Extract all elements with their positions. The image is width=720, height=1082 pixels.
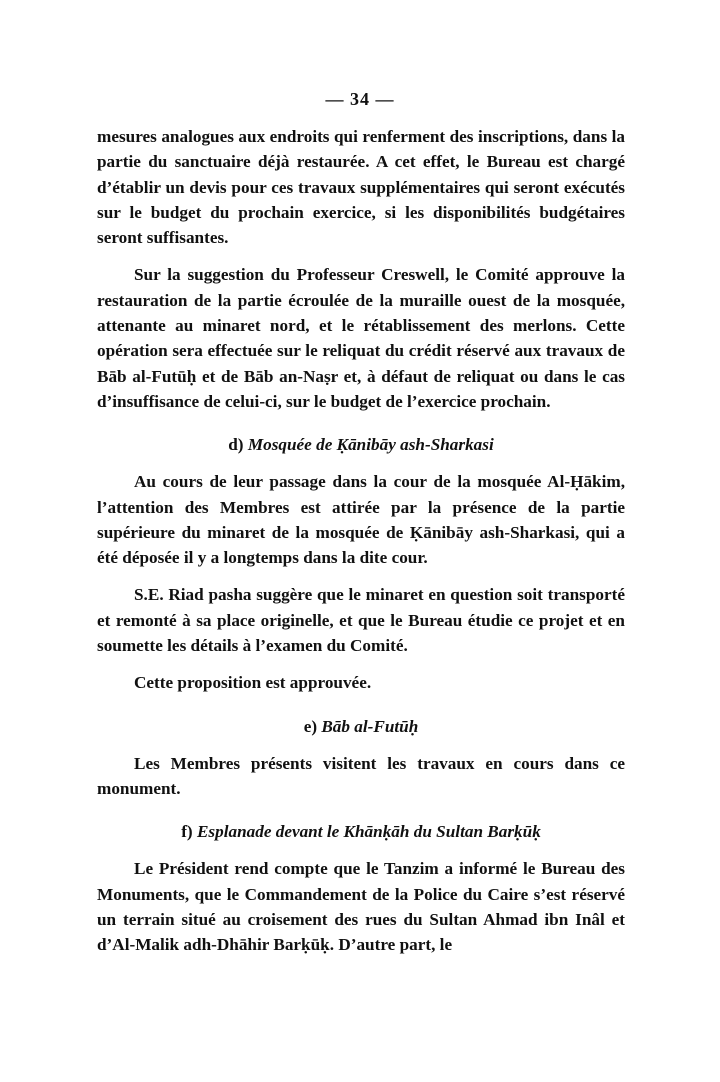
section-letter: f) — [181, 822, 193, 842]
section-letter: e) — [303, 716, 318, 736]
section-title: Bāb al-Futūḥ — [321, 716, 419, 736]
section-heading-e — [97, 714, 625, 739]
paragraph-approval: Cette proposition est approuvée. — [134, 673, 372, 693]
page-number: — 34 — — [325, 89, 395, 109]
section-heading-d — [97, 432, 625, 457]
section-letter: d) — [228, 435, 244, 455]
paragraph-visit: Les Membres présents visitent les travaux en cours dans ce monument. — [97, 753, 625, 798]
paragraph-riad-suggestion: S.E. Riad pasha suggère que le minaret en question soit transporté et remonté à sa place originelle, et que le Bureau étudie ce projet et en soumette les détails à l’examen du Comité. — [97, 585, 625, 656]
paragraph-tanzim-report: Le Président rend compte que le Tanzim a informé le Bureau des Monuments, que le Commandement de la Police du Caire s’est réservé un terrain situé au croisement des rues du Sultan Ahmad ibn Inâl et d’Al-Malik adh-Dhāhir Barḳūḳ. D’autre part, le — [97, 859, 625, 955]
paragraph-creswell-suggestion: Sur la suggestion du Professeur Creswell, le Comité approuve la restauration de la partie écroulée de la muraille ouest de la mosquée, attenante au minaret nord, et le rétablissement des merlons. Cette opération sera effectuée sur le reliquat du crédit réservé aux travaux de Bāb al-Futūḥ et de Bāb an-Naṣr et, à défaut de reliquat ou dans le cas d’insuffisance de celui-ci, sur le budget de l’exercice prochain. — [97, 265, 625, 411]
section-title: Mosquée de Ḳānibāy ash-Sharkasi — [247, 435, 494, 455]
page-content — [97, 124, 625, 957]
section-heading-f — [97, 819, 625, 844]
paragraph-minaret-presence: Au cours de leur passage dans la cour de la mosquée Al-Ḥākim, l’attention des Membres est attirée par la présence de la partie supérieure du minaret de la mosquée de Ḳānibāy ash-Sharkasi, qui a été déposée il y a longtemps dans la dite cour. — [97, 472, 625, 568]
section-title: Esplanade devant le Khānḳāh du Sultan Barḳūḳ — [196, 822, 541, 842]
paragraph-continuation: mesures analogues aux endroits qui renferment des inscriptions, dans la partie du sanctuaire déjà restaurée. A cet effet, le Bureau est chargé d’établir un devis pour ces travaux supplémentaires qui seront exécutés sur le budget du prochain exercice, si les disponibilités budgétaires seront suffisantes. — [97, 127, 625, 248]
